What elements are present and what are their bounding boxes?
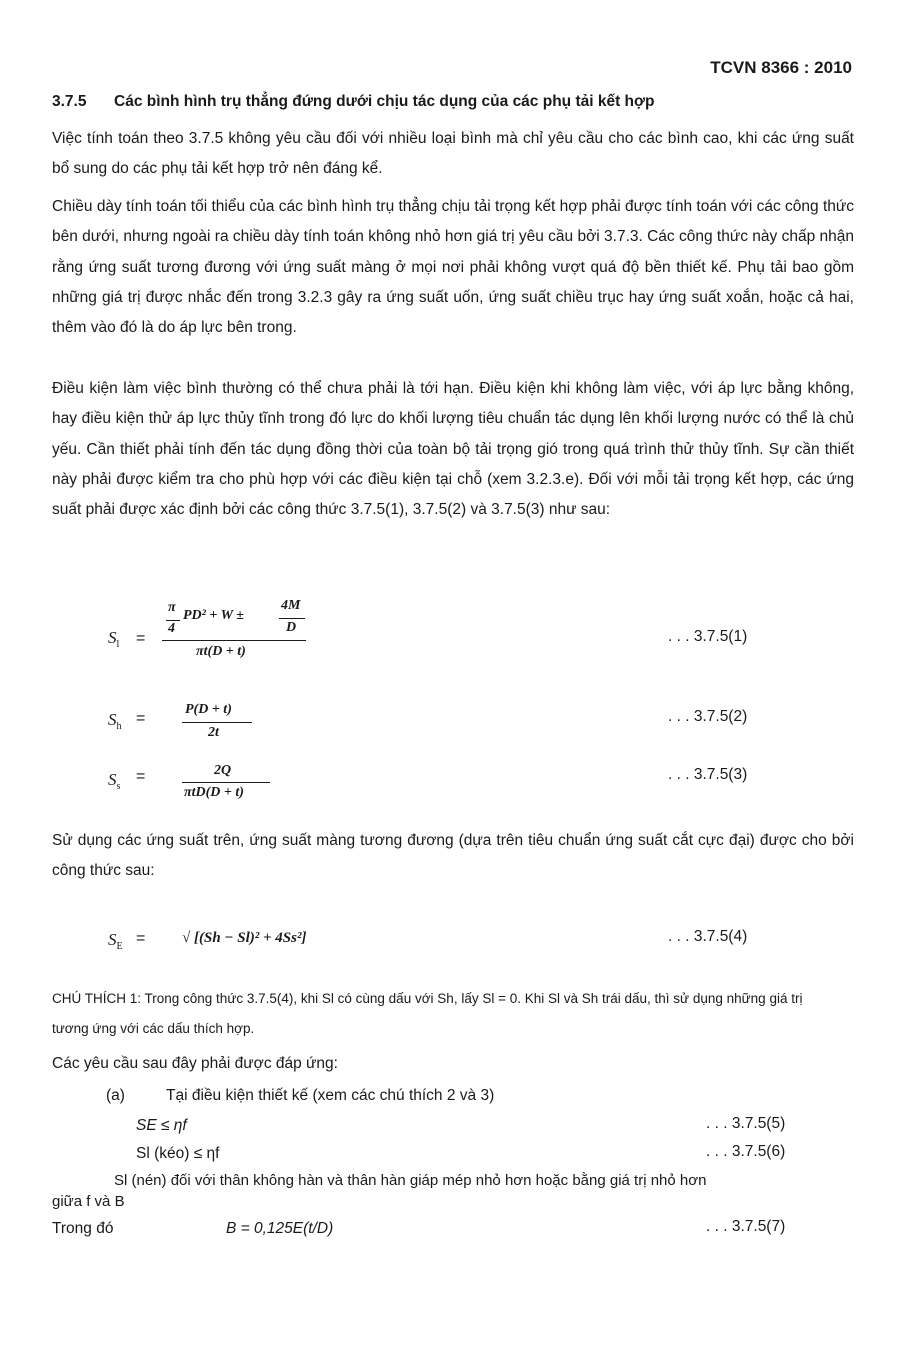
eq4-lhs: $S_E$ (108, 930, 123, 953)
condition-1: SE ≤ ηf (136, 1117, 187, 1134)
document-code: TCVN 8366 : 2010 (710, 58, 852, 77)
eq1-four: 4 (168, 621, 175, 636)
eq2-lhs: $S_h$ (108, 710, 122, 733)
eq2-number: . . . 3.7.5(2) (668, 708, 748, 725)
eq1-4m: 4M (281, 598, 301, 613)
paragraph-1: Việc tính toán theo 3.7.5 không yêu cầu đối với nhiều loại bình mà chỉ yêu cầu cho các bình cao, khi các ứng suất bổ sung do các phụ tải kết hợp trở nên đáng kể. (52, 130, 854, 178)
compression-line-2: giữa f và B (52, 1193, 125, 1210)
item-a-text: Tại điều kiện thiết kế (xem các chú thích 2 và 3) (166, 1087, 495, 1104)
eq1-lhs: $S_l$ (108, 628, 120, 651)
paragraph-2: Chiều dày tính toán tối thiểu của các bình hình trụ thẳng chịu tải trọng kết hợp phải được tính toán với các công thức bên dưới, nhưng ngoài ra chiều dày tính toán không nhỏ hơn giá trị yêu cầu bởi 3.7.3. Các công thức này chấp nhận rằng ứng suất tương đương với ứng suất màng ở mọi nơi phải không vượt quá độ bền thiết kế. Phụ tải bao gồm những giá trị được nhắc đến trong 3.2.3 gây ra ứng suất uốn, ứng suất chiều trục hay ứng suất xoắn, hoặc cả hai, thêm vào đó là do áp lực bên trong. (52, 198, 854, 337)
eq4-equals: = (136, 930, 146, 947)
eq4-expression: √ [(Sh − Sl)² + 4Ss²] (182, 930, 307, 946)
eq1-numerator-mid: PD² + W ± (183, 608, 244, 623)
condition-1-number: . . . 3.7.5(5) (706, 1115, 786, 1132)
paragraph-4: Sử dụng các ứng suất trên, ứng suất màng tương đương (dựa trên tiêu chuẩn ứng suất cắt cực đại) được cho bởi công thức sau: (52, 832, 854, 880)
eq3-equals: = (136, 768, 146, 785)
note-1: CHÚ THÍCH 1: Trong công thức 3.7.5(4), khi Sl có cùng dấu với Sh, lấy Sl = 0. Khi Sl và Sh trái dấu, thì sử dụng những giá trị tương ứng với các dấu thích hợp. (52, 991, 803, 1036)
where-label: Trong đó (52, 1220, 114, 1237)
eq1-equals: = (136, 630, 146, 647)
eq1-pi: π (168, 600, 176, 615)
eq1-number: . . . 3.7.5(1) (668, 628, 748, 645)
item-a-label: (a) (106, 1087, 125, 1104)
eq3-denominator: πtD(D + t) (184, 785, 244, 800)
condition-2-number: . . . 3.7.5(6) (706, 1143, 786, 1160)
eq3-numerator: 2Q (214, 763, 232, 778)
eq2-equals: = (136, 710, 146, 727)
eq1-denominator: πt(D + t) (196, 644, 246, 659)
compression-line-1: Sl (nén) đối với thân không hàn và thân hàn giáp mép nhỏ hơn hoặc bằng giá trị nhỏ hơn (114, 1172, 707, 1189)
eq1-inner-fraction-bar (279, 618, 305, 619)
eq4-number: . . . 3.7.5(4) (668, 928, 748, 945)
where-formula: B = 0,125E(t/D) (226, 1220, 334, 1237)
paragraph-3: Điều kiện làm việc bình thường có thể chưa phải là tới hạn. Điều kiện khi không làm việc, với áp lực bằng không, hay điều kiện thử áp lực thủy tĩnh trong đó lực do khối lượng tiêu chuẩn tác dụng lên khối lượng nước có thể là chủ yếu. Cần thiết phải tính đến tác dụng đồng thời của toàn bộ tải trọng gió trong quá trình thử thủy tĩnh. Sự cần thiết này phải được kiểm tra cho phù hợp với các điều kiện tại chỗ (xem 3.2.3.e). Đối với mỗi tải trọng kết hợp, các ứng suất phải được xác định bởi các công thức 3.7.5(1), 3.7.5(2) và 3.7.5(3) như sau: (52, 380, 854, 519)
eq1-fraction-bar (162, 640, 306, 641)
requirements-intro: Các yêu cầu sau đây phải được đáp ứng: (52, 1055, 338, 1072)
where-number: . . . 3.7.5(7) (706, 1218, 786, 1235)
eq2-denominator: 2t (208, 725, 219, 740)
eq2-fraction-bar (182, 722, 252, 723)
condition-2: Sl (kéo) ≤ ηf (136, 1145, 220, 1162)
eq1-d: D (286, 620, 297, 635)
eq3-fraction-bar (182, 782, 270, 783)
eq3-lhs: $S_s$ (108, 770, 121, 793)
section-number: 3.7.5 (52, 93, 87, 110)
section-heading (52, 93, 655, 111)
eq2-numerator: P(D + t) (185, 702, 232, 717)
section-title: Các bình hình trụ thẳng đứng dưới chịu tác dụng của các phụ tải kết hợp (114, 93, 655, 110)
eq3-number: . . . 3.7.5(3) (668, 766, 748, 783)
